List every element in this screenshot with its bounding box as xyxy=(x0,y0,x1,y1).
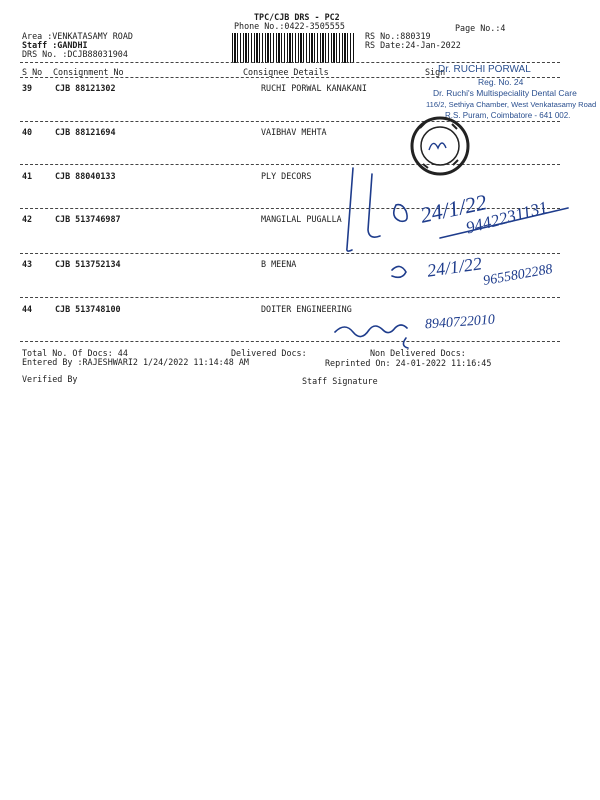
row-43-handwritten-phone: 9655802288 xyxy=(482,262,554,289)
verified-by: Verified By xyxy=(22,374,78,384)
row-42-handwritten-date: 24/1/22 xyxy=(418,189,489,228)
stamp-clinic-name: Dr. Ruchi's Multispeciality Dental Care xyxy=(433,88,577,98)
row-44-consignee: DOITER ENGINEERING xyxy=(261,304,352,314)
row-40-consignment: CJB 88121694 xyxy=(55,127,116,137)
document-title: TPC/CJB DRS - PC2 xyxy=(254,12,340,22)
row-40-sno: 40 xyxy=(22,127,33,137)
column-header-consignment: Consignment No xyxy=(53,67,124,77)
row-40-consignee: VAIBHAV MEHTA xyxy=(261,127,327,137)
rs-number: RS No.:880319 xyxy=(365,31,431,41)
row-39-sno: 39 xyxy=(22,83,33,93)
stamp-address-2: R.S. Puram, Coimbatore - 641 002. xyxy=(445,111,571,120)
stamp-reg-no: Reg. No. 24 xyxy=(478,77,524,87)
row-44-consignment: CJB 513748100 xyxy=(55,304,121,314)
row-41-consignee: PLY DECORS xyxy=(261,171,312,181)
reprinted-on: Reprinted On: 24-01-2022 11:16:45 xyxy=(325,358,492,368)
area-field: Area :VENKATASAMY ROAD xyxy=(22,31,133,41)
row-42-consignment: CJB 513746987 xyxy=(55,214,121,224)
delivered-docs: Delivered Docs: xyxy=(231,348,307,358)
row-43-consignment: CJB 513752134 xyxy=(55,259,121,269)
staff-signature: Staff Signature xyxy=(302,376,378,386)
column-header-sno: S No xyxy=(22,67,43,77)
row-44-handwritten-phone: 8940722010 xyxy=(424,312,496,333)
row-42-consignee: MANGILAL PUGALLA xyxy=(261,214,342,224)
row-39-consignee: RUCHI PORWAL KANAKANI xyxy=(261,83,367,93)
column-header-sign: Sign xyxy=(425,67,446,77)
round-stamp xyxy=(412,118,468,174)
row-44-sno: 44 xyxy=(22,304,33,314)
rs-date: RS Date:24-Jan-2022 xyxy=(365,40,461,50)
phone-number: Phone No.:0422-3505555 xyxy=(234,21,345,31)
row-43-handwritten-date: 24/1/22 xyxy=(425,253,484,281)
signature-strokes xyxy=(335,168,568,348)
non-delivered-docs: Non Delivered Docs: xyxy=(370,348,466,358)
row-43-sno: 43 xyxy=(22,259,33,269)
row-42-sno: 42 xyxy=(22,214,33,224)
stamp-doctor-name: Dr. RUCHI PORWAL xyxy=(438,64,531,75)
column-header-consignee: Consignee Details xyxy=(243,67,329,77)
page-number: Page No.:4 xyxy=(455,23,506,33)
stamp-address-1: 116/2, Sethiya Chamber, West Venkatasamy Road xyxy=(426,100,597,109)
staff-field: Staff :GANDHI xyxy=(22,40,88,50)
drs-number: DRS No. :DCJB88031904 xyxy=(22,49,128,59)
total-docs: Total No. Of Docs: 44 xyxy=(22,348,128,358)
row-41-consignment: CJB 88040133 xyxy=(55,171,116,181)
row-42-handwritten-phone: 9442231131 xyxy=(463,197,550,238)
row-43-consignee: B MEENA xyxy=(261,259,297,269)
entered-by: Entered By :RAJESHWARI2 1/24/2022 11:14:48 AM xyxy=(22,357,249,367)
row-41-sno: 41 xyxy=(22,171,33,181)
row-39-consignment: CJB 88121302 xyxy=(55,83,116,93)
